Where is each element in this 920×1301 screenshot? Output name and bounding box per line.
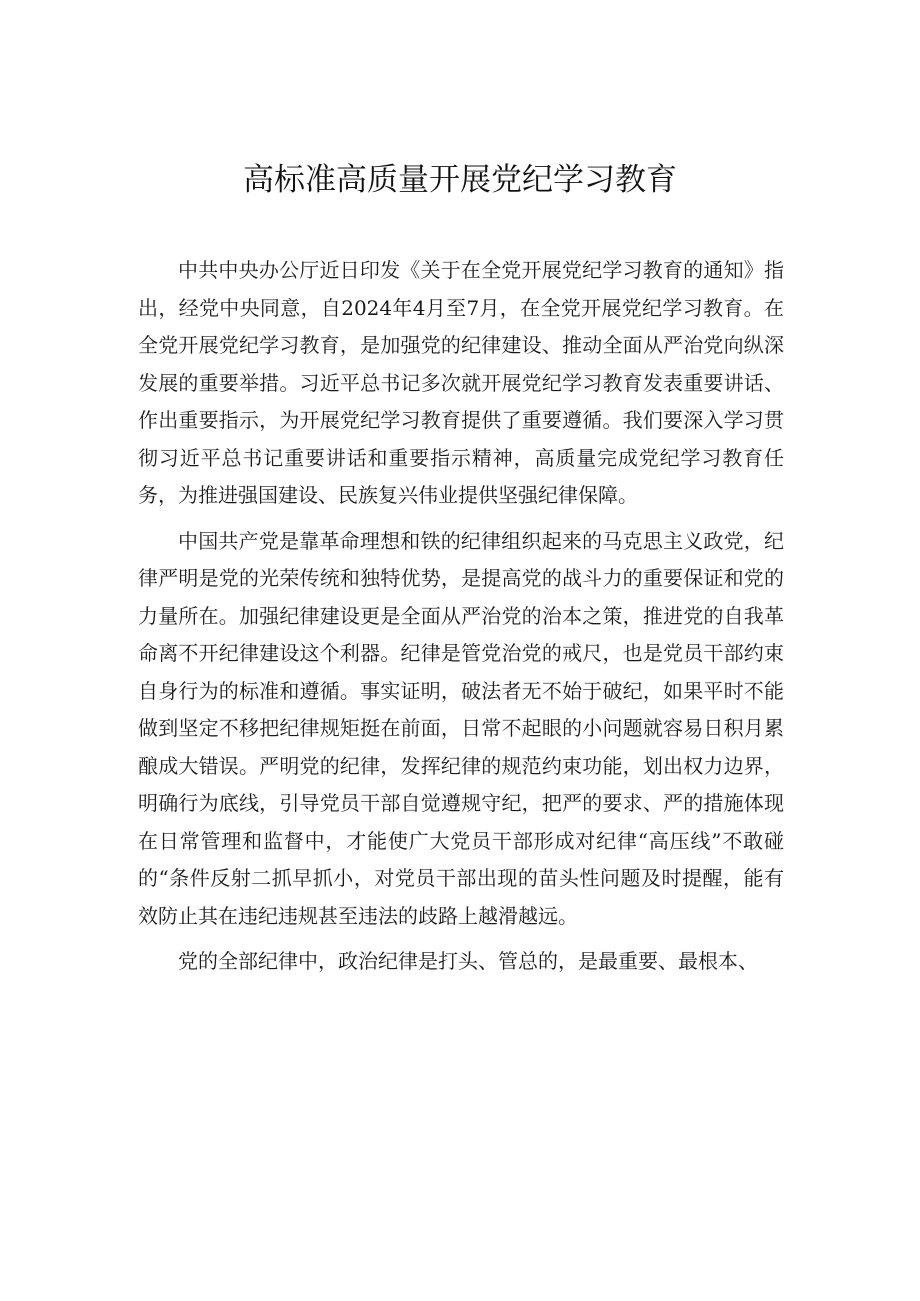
paragraph-3: 党的全部纪律中，政治纪律是打头、管总的，是最重要、最根本、 xyxy=(178,949,758,973)
paragraph-1: 中共中央办公厅近日印发《关于在全党开展党纪学习教育的通知》指出，经党中央同意，自2024年4月至7月，在全党开展党纪学习教育。在全党开展党纪学习教育，是加强党的纪律建设、推动全面从严治党向纵深发展的重要举措。习近平总书记多次就开展党纪学习教育发表重要讲话、作出重要指示，为开展党纪学习教育提供了重要遵循。我们要深入学习贯彻习近平总书记重要讲话和重要指示精神，高质量完成党纪学习教育任务，为推进强国建设、民族复兴伟业提供坚强纪律保障。 xyxy=(138,258,784,507)
paragraph-2: 中国共产党是靠革命理想和铁的纪律组织起来的马克思主义政党，纪律严明是党的光荣传统和独特优势，是提高党的战斗力的重要保证和党的力量所在。加强纪律建设更是全面从严治党的治本之策，推进党的自我革命离不开纪律建设这个利器。纪律是管党治党的戒尺，也是党员干部约束自身行为的标准和遵循。事实证明，破法者无不始于破纪，如果平时不能做到坚定不移把纪律规矩挺在前面，日常不起眼的小问题就容易日积月累酿成大错误。严明党的纪律，发挥纪律的规范约束功能，划出权力边界，明确行为底线，引导党员干部自觉遵规守纪，把严的要求、严的措施体现在日常管理和监督中，才能使广大党员干部形成对纪律“高压线”不敢碰的“条件反射二抓早抓小，对党员干部出现的苗头性问题及时提醒，能有效防止其在违纪违规甚至违法的歧路上越滑越远。 xyxy=(138,528,784,928)
document-title: 高标准高质量开展党纪学习教育 xyxy=(243,162,677,198)
document-body xyxy=(138,252,784,989)
